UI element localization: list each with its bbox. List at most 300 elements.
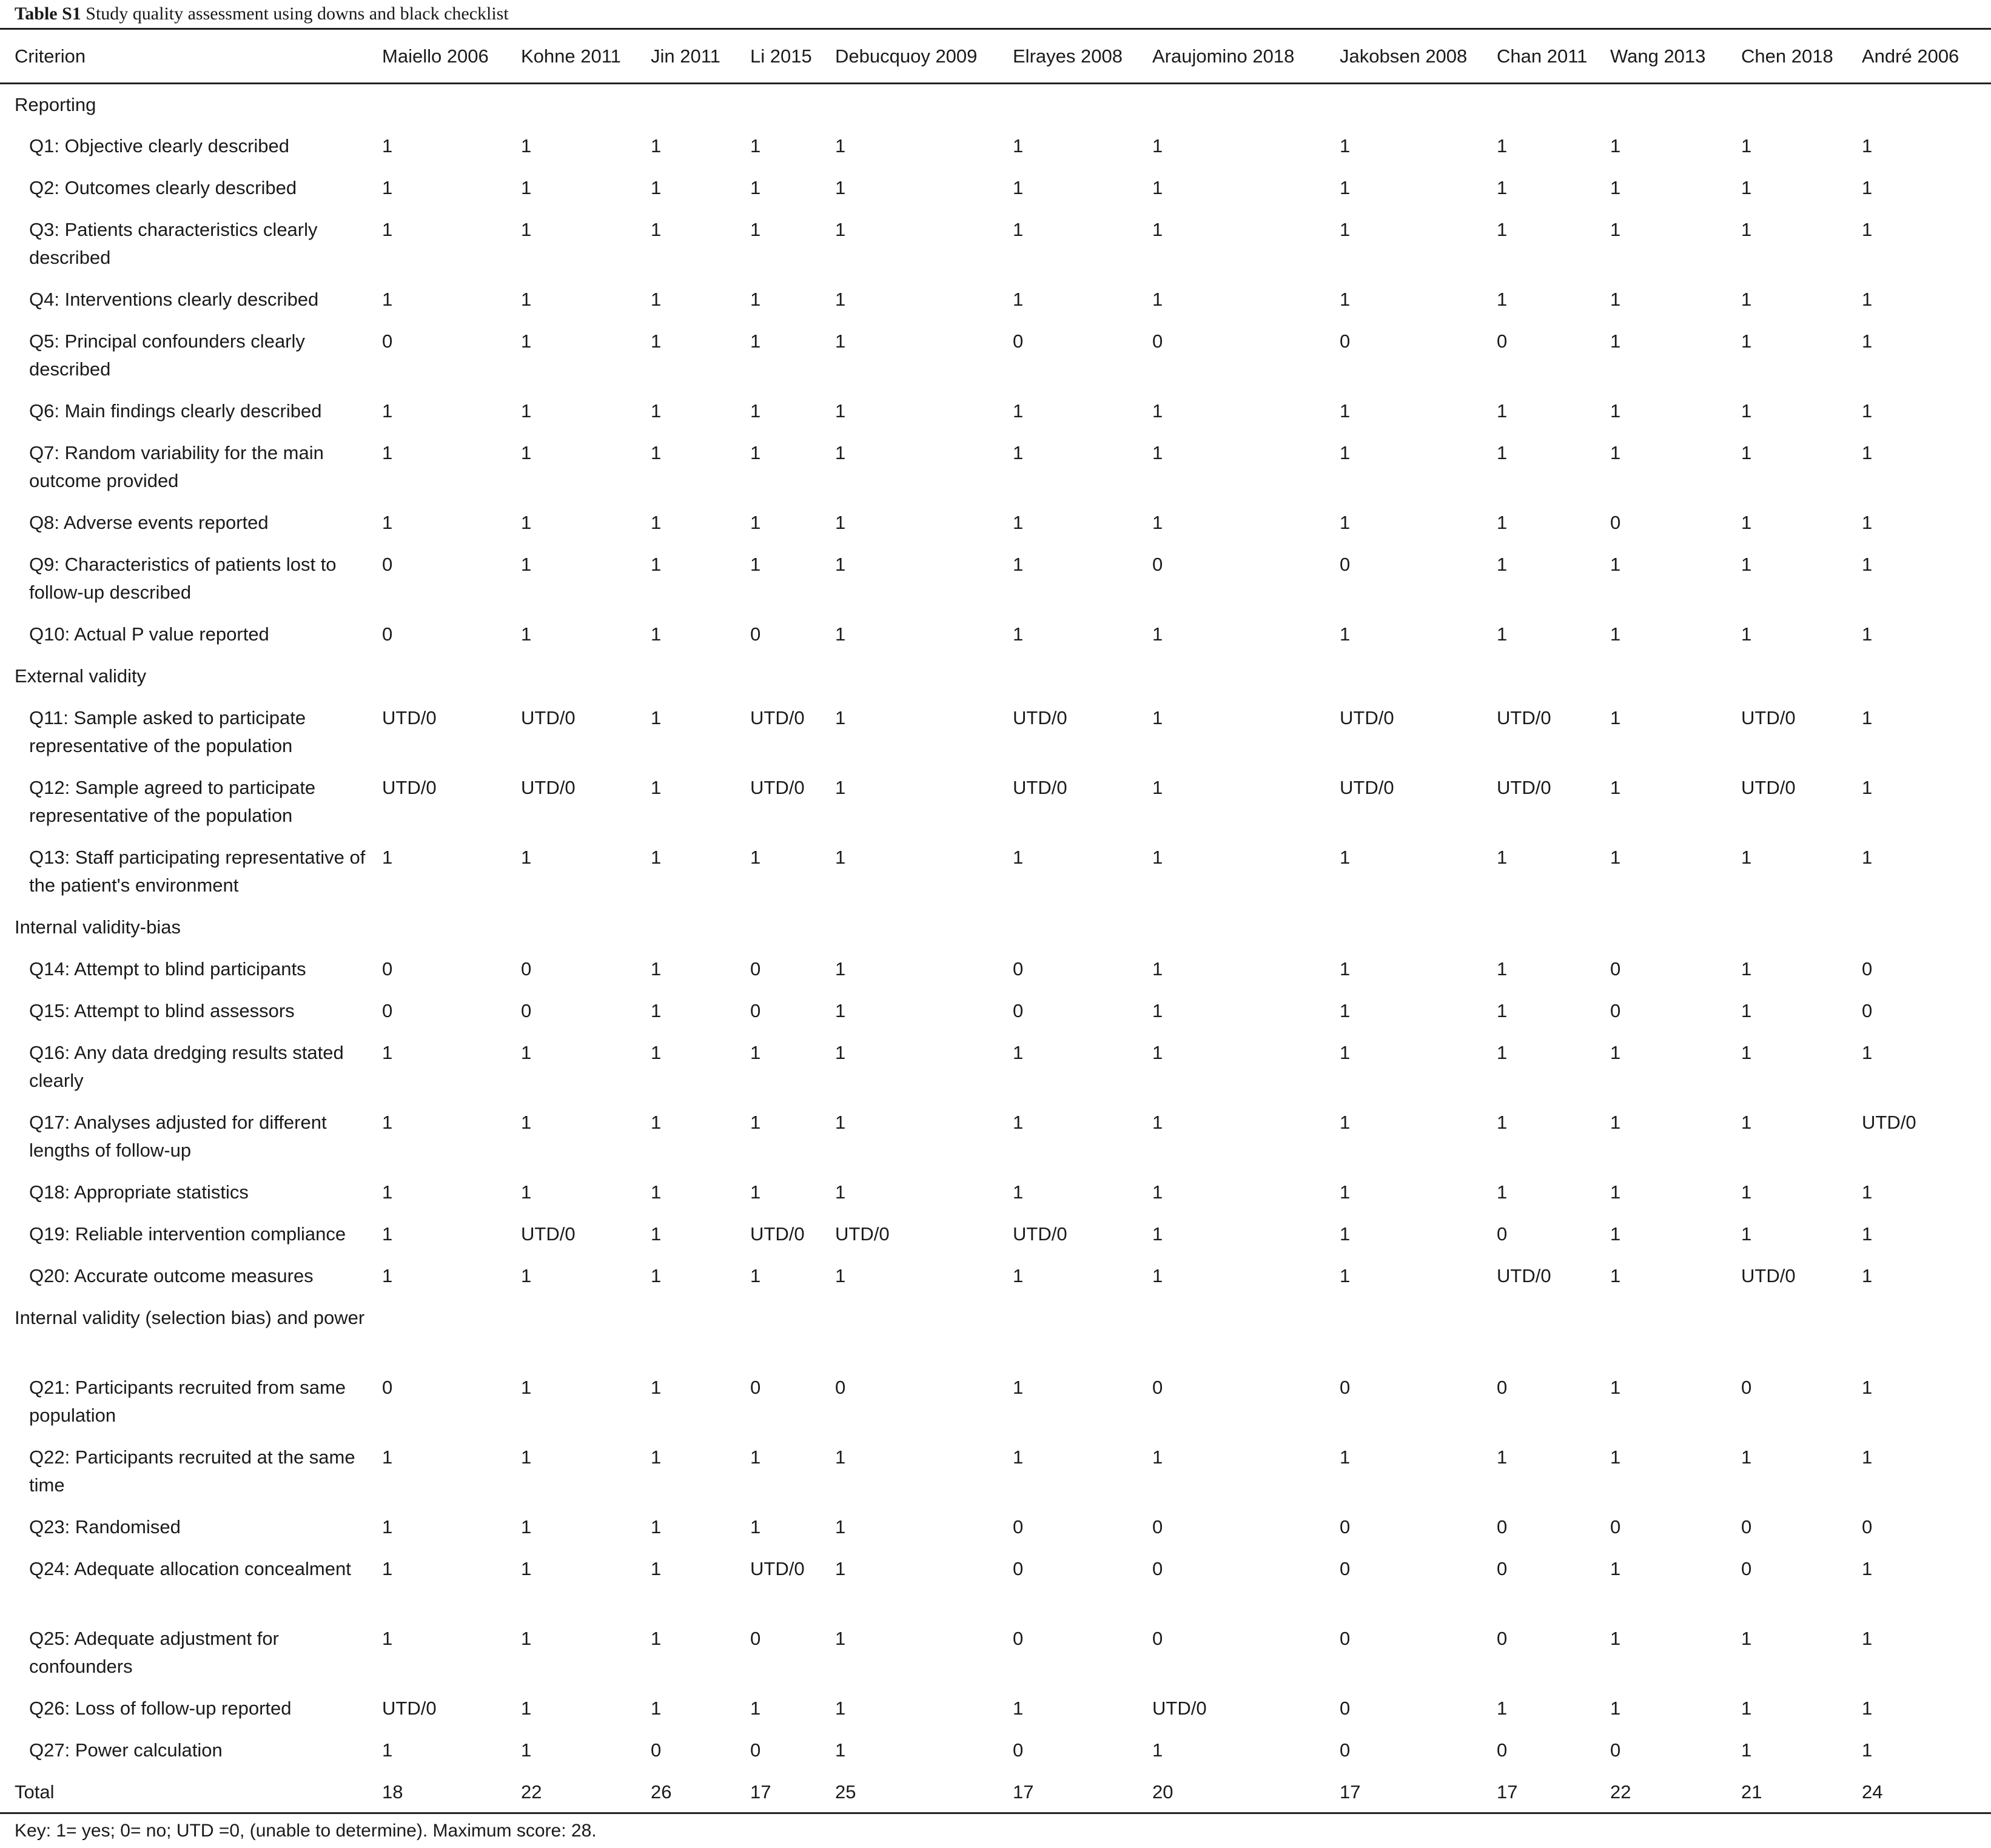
empty-cell [1862,907,1991,949]
score-cell: 1 [1610,400,1621,422]
empty-cell [1497,907,1610,949]
empty-cell [1862,84,1991,126]
score-cell: 1 [835,1265,846,1286]
score-cell: 1 [1497,400,1508,422]
table-row [0,614,1991,656]
score-cell: 1 [1862,400,1873,422]
score-cell: 1 [1152,623,1163,645]
score-cell: 1 [1610,553,1621,575]
score-cell: 1 [1862,1223,1873,1245]
criterion-label: Q12: Sample agreed to participate representative of the population [29,776,316,826]
score-cell: 1 [750,400,761,422]
score-cell: 1 [1741,176,1752,198]
score-cell: 0 [1862,958,1873,979]
score-cell: 1 [1610,135,1621,156]
score-cell: 1 [521,400,532,422]
score-cell: 1 [521,623,532,645]
empty-cell [750,907,835,949]
score-cell: 1 [651,1000,662,1021]
score-cell: 0 [382,553,393,575]
score-cell: 1 [1152,846,1163,868]
score-cell: 1 [1497,1111,1508,1133]
empty-cell [1340,84,1497,126]
criterion-label: Q3: Patients characteristics clearly described [29,218,318,268]
table-row [0,544,1991,614]
score-cell: 1 [521,288,532,310]
score-cell: 1 [1741,288,1752,310]
score-cell: 0 [1152,1376,1163,1398]
score-cell: 1 [521,330,532,352]
table-row [0,1548,1991,1618]
criterion-label: Q19: Reliable intervention compliance [29,1223,346,1245]
score-cell: 1 [521,1446,532,1468]
score-cell: 1 [1741,958,1752,979]
score-cell: 1 [1152,288,1163,310]
score-cell: 0 [1340,1739,1351,1761]
score-cell: 0 [1013,1000,1024,1021]
score-cell: UTD/0 [750,1223,805,1245]
score-cell: UTD/0 [521,707,576,728]
score-cell: 1 [1497,846,1508,868]
score-cell: 0 [1741,1557,1752,1579]
criterion-label: Q7: Random variability for the main outcome provided [29,442,324,491]
score-cell: 0 [1013,1739,1024,1761]
score-cell: 1 [382,1446,393,1468]
total-cell: 17 [1013,1781,1034,1803]
score-cell: 1 [382,1516,393,1537]
score-cell: 1 [382,218,393,240]
score-cell: 1 [1862,1739,1873,1761]
criterion-label: Q2: Outcomes clearly described [29,176,297,198]
score-cell: 1 [750,511,761,533]
score-cell: 1 [1610,1223,1621,1245]
score-cell: 1 [1610,1181,1621,1203]
score-cell: 1 [750,218,761,240]
column-header-study: Kohne 2011 [521,45,621,67]
column-header-study: André 2006 [1862,45,1959,67]
empty-cell [835,656,1013,697]
criterion-label: Q21: Participants recruited from same population [29,1376,346,1426]
score-cell: 1 [382,1265,393,1286]
score-cell: 1 [1152,776,1163,798]
score-cell: 1 [651,1265,662,1286]
score-cell: 1 [1013,1446,1024,1468]
score-cell: 1 [1340,1000,1351,1021]
empty-cell [521,1297,651,1367]
table-row [0,321,1991,391]
score-cell: 1 [651,1697,662,1719]
score-cell: 1 [1610,1041,1621,1063]
score-cell: 1 [521,846,532,868]
total-cell: 26 [651,1781,672,1803]
empty-cell [651,84,750,126]
empty-cell [1013,907,1152,949]
score-cell: 1 [1610,1627,1621,1649]
score-cell: 1 [651,288,662,310]
score-cell: 1 [1862,1376,1873,1398]
score-cell: 1 [1013,288,1024,310]
score-cell: UTD/0 [1862,1111,1916,1133]
score-cell: 1 [1741,1041,1752,1063]
score-cell: 1 [750,1265,761,1286]
empty-cell [1497,656,1610,697]
score-cell: UTD/0 [521,776,576,798]
score-cell: 1 [651,776,662,798]
criterion-label: Q16: Any data dredging results stated clearly [29,1041,344,1091]
score-cell: 1 [382,442,393,463]
score-cell: 1 [835,400,846,422]
column-header-study: Jin 2011 [651,45,720,67]
empty-cell [1152,656,1340,697]
score-cell: 1 [750,442,761,463]
criterion-label: Q24: Adequate allocation concealment [29,1557,351,1579]
column-header-study: Chan 2011 [1497,45,1588,67]
score-cell: 1 [651,442,662,463]
score-cell: 0 [1152,1557,1163,1579]
score-cell: 1 [1610,707,1621,728]
score-cell: 1 [1497,288,1508,310]
score-cell: UTD/0 [750,707,805,728]
score-cell: 1 [1152,1446,1163,1468]
score-cell: 1 [1340,511,1351,533]
column-header-study: Debucquoy 2009 [835,45,978,67]
score-cell: 1 [1741,1697,1752,1719]
score-cell: 0 [1340,1516,1351,1537]
empty-cell [521,656,651,697]
table-row [0,697,1991,767]
criterion-label: Q18: Appropriate statistics [29,1181,249,1203]
score-cell: 1 [1497,958,1508,979]
score-cell: 1 [1610,442,1621,463]
table-header [0,29,1991,84]
score-cell: 0 [1610,1000,1621,1021]
table-caption-label: Table S1 [15,4,81,24]
score-cell: 1 [1013,846,1024,868]
score-cell: 0 [1340,1697,1351,1719]
score-cell: 1 [521,1041,532,1063]
score-cell: 1 [1610,288,1621,310]
score-cell: 0 [382,330,393,352]
score-cell: 1 [1013,400,1024,422]
score-cell: UTD/0 [1741,776,1796,798]
section-title: Internal validity (selection bias) and power [15,1306,365,1328]
score-cell: 1 [835,135,846,156]
table-row [0,126,1991,167]
score-cell: 1 [835,1516,846,1537]
score-cell: 1 [382,400,393,422]
score-cell: 1 [521,1111,532,1133]
score-cell: 1 [1862,623,1873,645]
empty-cell [1741,656,1862,697]
score-cell: 1 [521,1376,532,1398]
score-cell: 1 [1013,1181,1024,1203]
score-cell: 0 [1862,1516,1873,1537]
score-cell: 1 [1152,400,1163,422]
criterion-label: Q26: Loss of follow-up reported [29,1697,292,1719]
total-cell: 22 [521,1781,542,1803]
score-cell: 0 [1497,1627,1508,1649]
score-cell: 1 [1497,623,1508,645]
score-cell: 1 [1152,176,1163,198]
score-cell: 0 [750,958,761,979]
score-cell: 1 [835,846,846,868]
score-cell: 1 [651,1041,662,1063]
score-cell: 0 [750,1376,761,1398]
score-cell: 1 [835,442,846,463]
score-cell: 1 [651,623,662,645]
column-header-criterion: Criterion [15,45,86,67]
score-cell: 1 [1340,958,1351,979]
score-cell: 1 [1862,176,1873,198]
score-cell: 1 [1340,218,1351,240]
empty-cell [521,84,651,126]
score-cell: 1 [1610,176,1621,198]
score-cell: 1 [1340,176,1351,198]
score-cell: UTD/0 [1741,1265,1796,1286]
table-row [0,1214,1991,1255]
criterion-label: Q8: Adverse events reported [29,511,269,533]
score-cell: 1 [835,1041,846,1063]
score-cell: 1 [651,1181,662,1203]
score-cell: 1 [521,1627,532,1649]
score-cell: 1 [651,553,662,575]
score-cell: 1 [1610,1697,1621,1719]
criterion-label: Q14: Attempt to blind participants [29,958,306,979]
score-cell: 0 [1610,511,1621,533]
score-cell: 1 [651,1627,662,1649]
score-cell: 1 [1152,135,1163,156]
score-cell: 1 [651,1223,662,1245]
criterion-label: Q17: Analyses adjusted for different lengths of follow-up [29,1111,327,1161]
table-body [0,84,1991,1813]
score-cell: 1 [835,176,846,198]
score-cell: UTD/0 [1741,707,1796,728]
table-row [0,1255,1991,1297]
score-cell: 1 [1497,442,1508,463]
score-cell: 1 [521,176,532,198]
table-row [0,1102,1991,1172]
score-cell: 0 [1013,958,1024,979]
score-cell: 1 [1152,1181,1163,1203]
score-cell: 1 [1497,511,1508,533]
total-cell: 18 [382,1781,403,1803]
header-row [0,29,1991,84]
score-cell: 0 [750,1627,761,1649]
empty-cell [1862,656,1991,697]
column-header-study: Li 2015 [750,45,812,67]
score-cell: 1 [382,176,393,198]
score-cell: 0 [1340,1376,1351,1398]
column-header-study: Araujomino 2018 [1152,45,1295,67]
score-cell: 0 [1152,1516,1163,1537]
score-cell: 1 [1497,176,1508,198]
score-cell: 0 [1497,1516,1508,1537]
score-cell: 1 [651,330,662,352]
score-cell: 1 [1497,135,1508,156]
score-cell: 1 [382,1739,393,1761]
score-cell: 1 [1013,442,1024,463]
score-cell: 1 [750,1516,761,1537]
score-cell: 1 [1340,1223,1351,1245]
score-cell: 1 [382,288,393,310]
score-cell: 0 [1610,1739,1621,1761]
table-row [0,837,1991,907]
score-cell: UTD/0 [382,776,437,798]
criterion-label: Q5: Principal confounders clearly described [29,330,305,380]
table-caption-text: Study quality assessment using downs and black checklist [86,4,509,24]
score-cell: 0 [1497,1223,1508,1245]
score-cell: 1 [750,330,761,352]
score-cell: 1 [835,288,846,310]
total-cell: 24 [1862,1781,1883,1803]
table-caption [0,0,1991,28]
table-row [0,502,1991,544]
table-row [0,990,1991,1032]
score-cell: 1 [1013,218,1024,240]
score-cell: 1 [1152,1111,1163,1133]
empty-cell [1610,1297,1741,1367]
empty-cell [1610,907,1741,949]
score-cell: 0 [1013,330,1024,352]
score-cell: 1 [750,176,761,198]
total-cell: 25 [835,1781,856,1803]
score-cell: 1 [1152,1223,1163,1245]
score-cell: 1 [1497,218,1508,240]
score-cell: 1 [835,1446,846,1468]
score-cell: 1 [651,707,662,728]
score-cell: 1 [1862,288,1873,310]
empty-cell [1013,1297,1152,1367]
score-cell: 1 [835,553,846,575]
score-cell: 0 [1741,1516,1752,1537]
score-cell: 1 [1340,288,1351,310]
score-cell: 1 [835,623,846,645]
score-cell: 1 [750,1181,761,1203]
score-cell: 1 [651,511,662,533]
score-cell: 0 [1340,553,1351,575]
score-cell: 0 [1340,1557,1351,1579]
score-cell: 1 [1741,330,1752,352]
column-header-study: Elrayes 2008 [1013,45,1123,67]
score-cell: 0 [521,958,532,979]
section-title: Internal validity-bias [15,916,181,938]
score-cell: 1 [382,511,393,533]
table-row [0,949,1991,990]
score-cell: 1 [750,1041,761,1063]
score-cell: 1 [1340,1181,1351,1203]
table-row [0,1730,1991,1772]
score-cell: 1 [1741,1627,1752,1649]
score-cell: 1 [835,1697,846,1719]
empty-cell [1013,656,1152,697]
score-cell: 1 [1340,623,1351,645]
total-cell: 20 [1152,1781,1173,1803]
section-row [0,907,1991,949]
criterion-label: Q23: Randomised [29,1516,181,1537]
score-cell: 1 [1862,1627,1873,1649]
score-cell: 1 [1340,400,1351,422]
score-cell: 1 [835,218,846,240]
criterion-label: Q27: Power calculation [29,1739,223,1761]
column-header-study: Jakobsen 2008 [1340,45,1468,67]
score-cell: 1 [835,958,846,979]
score-cell: UTD/0 [382,707,437,728]
score-cell: 1 [1741,135,1752,156]
score-cell: 1 [1340,1446,1351,1468]
score-cell: 1 [1741,1739,1752,1761]
score-cell: 0 [750,1739,761,1761]
total-cell: 21 [1741,1781,1762,1803]
score-cell: 1 [1610,330,1621,352]
score-cell: 1 [382,1181,393,1203]
score-cell: 1 [1741,1446,1752,1468]
score-cell: 1 [1152,1041,1163,1063]
score-cell: 1 [1862,1041,1873,1063]
score-cell: 1 [1610,623,1621,645]
score-cell: 0 [1862,1000,1873,1021]
score-cell: 1 [1013,511,1024,533]
score-cell: 1 [382,1111,393,1133]
score-cell: 1 [750,553,761,575]
criterion-label: Q9: Characteristics of patients lost to follow-up described [29,553,337,603]
score-cell: 0 [651,1739,662,1761]
table-row [0,1437,1991,1507]
score-cell: 1 [1152,511,1163,533]
empty-cell [750,84,835,126]
score-cell: 1 [1340,442,1351,463]
empty-cell [750,1297,835,1367]
score-cell: 1 [1741,1181,1752,1203]
score-cell: 1 [521,553,532,575]
empty-cell [1013,84,1152,126]
score-cell: 1 [1340,846,1351,868]
score-cell: 1 [1497,1000,1508,1021]
score-cell: 1 [521,1557,532,1579]
score-cell: 1 [750,1111,761,1133]
empty-cell [382,1297,521,1367]
score-cell: UTD/0 [1013,1223,1067,1245]
total-label: Total [15,1781,55,1803]
table-row [0,1367,1991,1437]
score-cell: 1 [382,135,393,156]
score-cell: 1 [1862,1181,1873,1203]
table-row [0,279,1991,321]
criterion-label: Q20: Accurate outcome measures [29,1265,314,1286]
score-cell: 1 [1862,553,1873,575]
column-header-study: Maiello 2006 [382,45,489,67]
score-cell: 1 [835,1739,846,1761]
score-cell: UTD/0 [1013,776,1067,798]
criterion-label: Q11: Sample asked to participate representative of the population [29,707,306,756]
score-cell: 1 [1497,1181,1508,1203]
criterion-label: Q25: Adequate adjustment for confounders [29,1627,279,1677]
score-cell: 0 [382,958,393,979]
empty-cell [382,907,521,949]
empty-cell [1862,1297,1991,1367]
empty-cell [1610,656,1741,697]
score-cell: 1 [835,1181,846,1203]
criterion-label: Q6: Main findings clearly described [29,400,322,422]
score-cell: 1 [1862,511,1873,533]
empty-cell [651,907,750,949]
score-cell: 1 [1013,1697,1024,1719]
score-cell: 1 [1152,958,1163,979]
score-cell: 1 [521,1697,532,1719]
score-cell: 1 [1741,553,1752,575]
score-cell: 1 [1013,176,1024,198]
score-cell: 1 [1340,135,1351,156]
score-cell: 1 [1741,1223,1752,1245]
